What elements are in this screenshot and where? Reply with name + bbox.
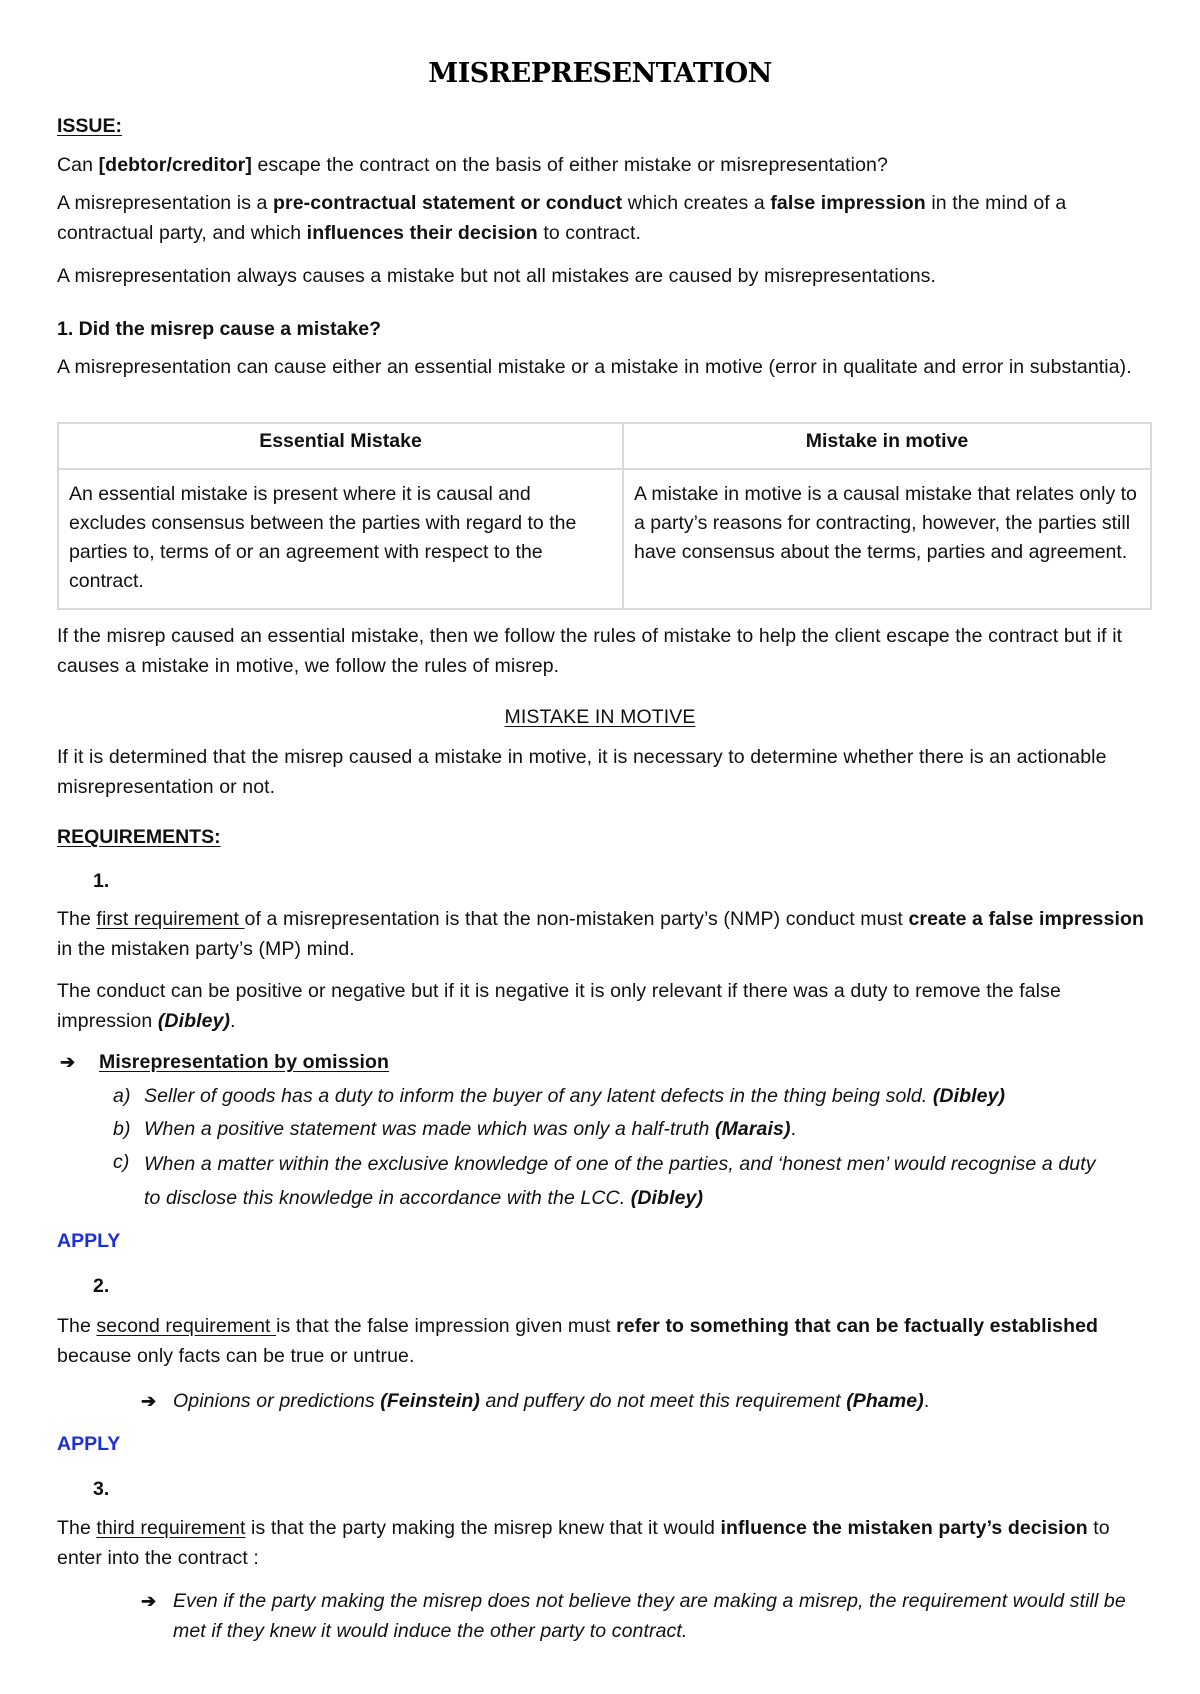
requirement-2-number: 2. [93,1275,110,1297]
apply-label: APPLY [57,1433,121,1455]
question-1-text: A misrepresentation can cause either an essential mistake or a mistake in motive (error in qualitate and error in substantia). [57,356,1132,378]
mistake-in-motive-heading: MISTAKE IN MOTIVE [504,706,696,728]
omission-item-label: c) [113,1151,130,1173]
page-title: MISREPRESENTATION [428,58,772,89]
misrep-always-mistake: A misrepresentation always causes a mistake but not all mistakes are caused by misrepresentations. [57,265,937,287]
omission-heading: Misrepresentation by omission [99,1051,390,1073]
requirements-heading: REQUIREMENTS: [57,826,221,848]
after-table-text: If the misrep caused an essential mistake, then we follow the rules of mistake to help the client escape the contract but if it causes a mistake in motive, we follow the rules of misrep. [57,625,1123,677]
issue-question: Can [debtor/creditor] escape the contract on the basis of either mistake or misrepresentation? [57,154,888,176]
omission-item: When a matter within the exclusive knowledge of one of the parties, and ‘honest men’ would recognise a duty to disclose this knowledge in accordance with the LCC. (Dibley) [144,1153,1096,1209]
even-if-arrow-icon: ➔ [141,1591,157,1611]
apply-label: APPLY [57,1230,121,1252]
column-header-mistake-in-motive: Mistake in motive [623,423,1151,469]
column-header-essential-mistake: Essential Mistake [58,423,623,469]
omission-item: Seller of goods has a duty to inform the buyer of any latent defects in the thing being sold. (Dibley) [144,1085,1006,1107]
cell-essential-mistake: An essential mistake is present where it is causal and excludes consensus between the parties with regard to the parties to, terms of or an agreement with respect to the contract. [58,469,623,609]
even-if-text: Even if the party making the misrep does not believe they are making a misrep, the requirement would still be met if they knew it would induce the other party to contract. [173,1590,1126,1642]
opinions-text: Opinions or predictions (Feinstein) and puffery do not meet this requirement (Phame). [173,1390,930,1412]
omission-arrow-icon: ➔ [60,1052,76,1072]
requirement-3-number: 3. [93,1478,110,1500]
omission-item-label: b) [113,1118,131,1140]
question-1-heading: 1. Did the misrep cause a mistake? [57,318,382,340]
requirement-1-text: The first requirement of a misrepresentation is that the non-mistaken party’s (NMP) conduct must create a false impression in the mistaken party’s (MP) mind. [57,908,1144,960]
requirement-3-text: The third requirement is that the party making the misrep knew that it would influence the mistaken party’s decision to enter into the contract : [57,1517,1110,1569]
requirement-1-number: 1. [93,870,110,892]
table-header-row [58,423,1151,469]
omission-item-label: a) [113,1085,131,1107]
misrep-definition: A misrepresentation is a pre-contractual statement or conduct which creates a false impression in the mind of a contractual party, and which influences their decision to contract. [57,192,1067,244]
issue-heading: ISSUE: [57,115,123,137]
mistake-in-motive-text: If it is determined that the misrep caused a mistake in motive, it is necessary to determine whether there is an actionable misrepresentation or not. [57,746,1107,798]
conduct-text: The conduct can be positive or negative but if it is negative it is only relevant if there was a duty to remove the false impression (Dibley). [57,980,1061,1032]
opinions-arrow-icon: ➔ [141,1391,157,1411]
cell-mistake-in-motive: A mistake in motive is a causal mistake that relates only to a party’s reasons for contracting, however, the parties still have consensus about the terms, parties and agreement. [623,469,1151,609]
omission-item: When a positive statement was made which was only a half-truth (Marais). [144,1118,797,1140]
table-row [58,469,1151,609]
requirement-2-text: The second requirement is that the false impression given must refer to something that can be factually established because only facts can be true or untrue. [57,1315,1099,1367]
mistake-comparison-table [57,422,1152,610]
